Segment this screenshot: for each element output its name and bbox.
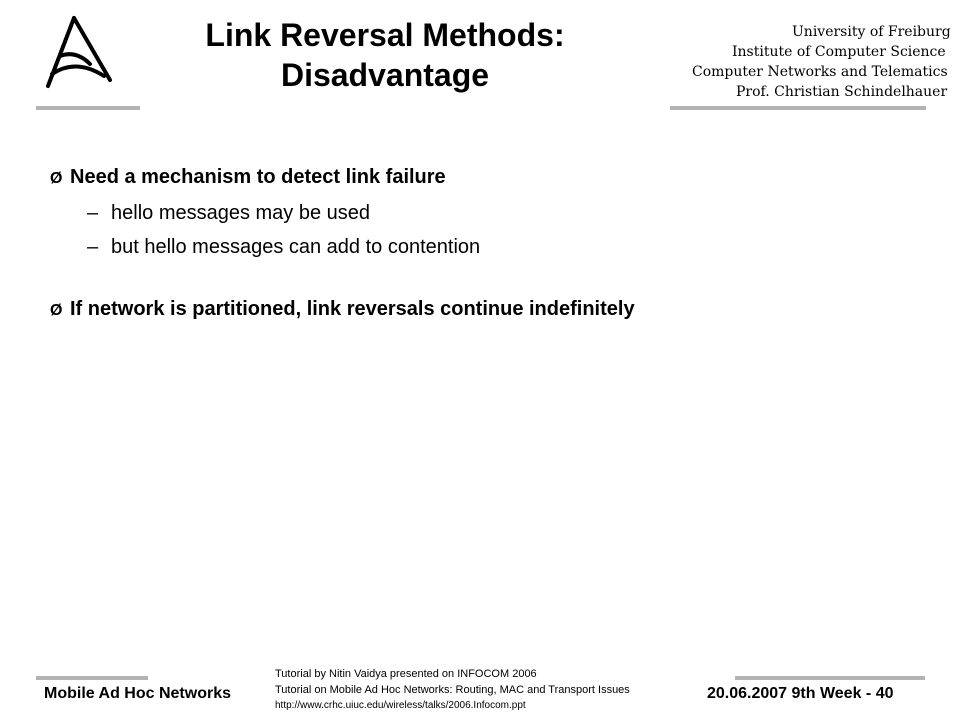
footer-divider-right	[735, 676, 925, 680]
header-divider-left	[36, 106, 140, 110]
credit-line-1: Tutorial by Nitin Vaidya presented on INFOCOM 2006	[275, 668, 537, 680]
sub-item-text: but hello messages can add to contention	[111, 236, 481, 258]
dash-marker: –	[87, 236, 99, 258]
bullet-text: Need a mechanism to detect link failure	[70, 166, 446, 188]
sub-item	[50, 230, 930, 264]
footer-date-page: 20.06.2007 9th Week - 40	[707, 685, 894, 702]
title-line-1: Link Reversal Methods:	[205, 17, 565, 53]
freiburg-a-logo-icon	[36, 14, 120, 90]
credit-line-2: Tutorial on Mobile Ad Hoc Networks: Routing, MAC and Transport Issues	[275, 684, 630, 696]
title-line-2: Disadvantage	[280, 57, 490, 93]
footer-divider-left	[36, 676, 148, 680]
sub-item	[50, 196, 930, 230]
header-divider-right	[670, 106, 926, 110]
bullet-arrow-icon: Ø	[50, 302, 63, 319]
institution-university: University of Freiburg	[792, 24, 951, 40]
bullet-text: If network is partitioned, link reversals continue indefinitely	[70, 298, 635, 320]
bullet-item	[50, 160, 930, 196]
footer-course-title: Mobile Ad Hoc Networks	[44, 685, 231, 702]
institution-professor: Prof. Christian Schindelhauer	[736, 84, 948, 100]
sub-item-text: hello messages may be used	[111, 202, 371, 224]
slide-content	[50, 160, 930, 328]
bullet-item	[50, 292, 930, 328]
dash-marker: –	[87, 202, 99, 224]
credit-url: http://www.crhc.uiuc.edu/wireless/talks/2006.Infocom.ppt	[275, 700, 526, 711]
bullet-arrow-icon: Ø	[50, 170, 63, 187]
slide-title	[150, 15, 620, 95]
institution-block	[660, 22, 951, 102]
institution-group: Computer Networks and Telematics	[692, 64, 948, 80]
institution-institute: Institute of Computer Science	[732, 44, 946, 60]
footer-credit	[275, 666, 705, 714]
